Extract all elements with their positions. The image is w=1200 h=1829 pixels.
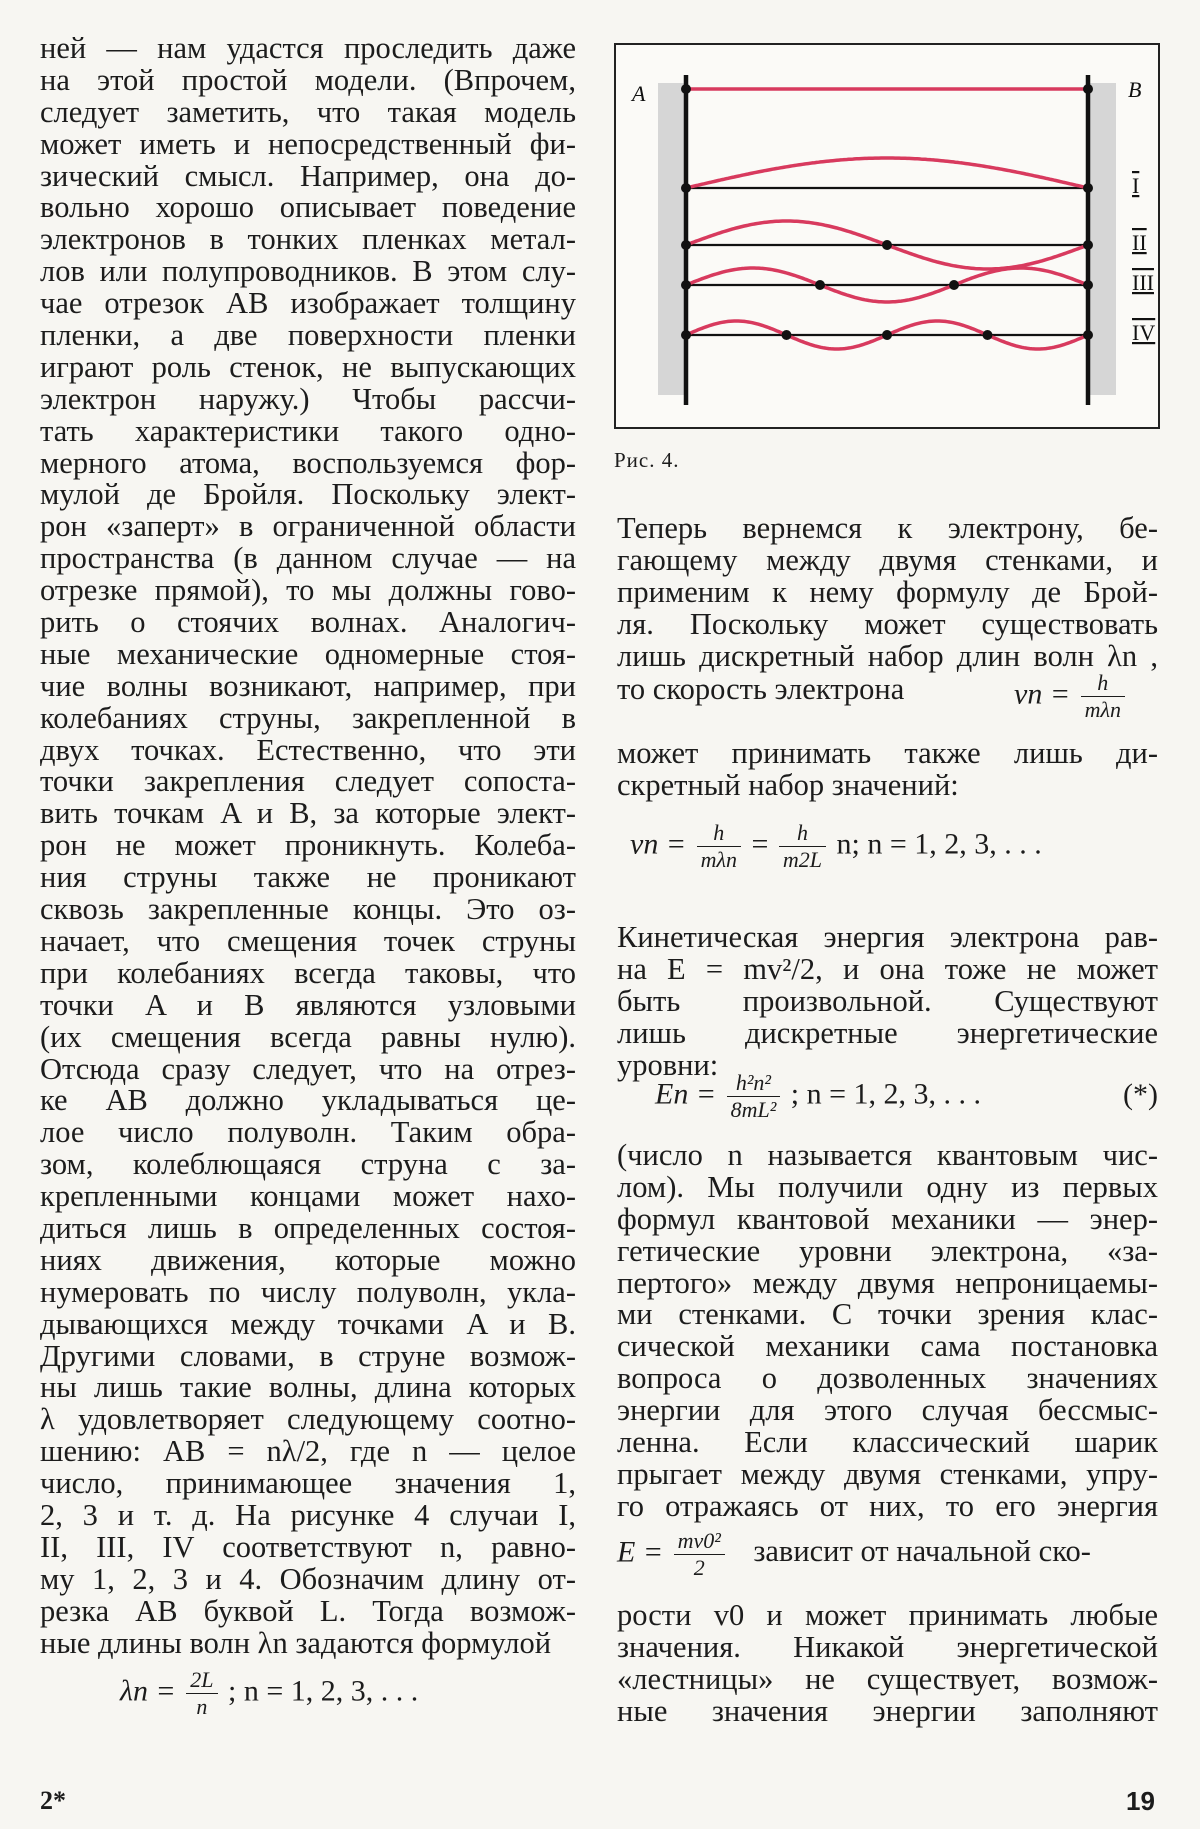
formula-energy-lhs: En = bbox=[655, 1077, 717, 1111]
node-mode-3 bbox=[949, 280, 959, 290]
node-mode-1 bbox=[681, 183, 691, 193]
text-line: зический смысл. Например, она до- bbox=[40, 158, 576, 193]
left-column-text bbox=[40, 33, 576, 1659]
formula-wavelength bbox=[120, 1667, 418, 1720]
wall-b bbox=[1090, 83, 1116, 395]
node-b bbox=[1083, 84, 1093, 94]
formula-wavelength-values: ; n = 1, 2, 3, . . . bbox=[228, 1674, 419, 1708]
speed-formula-numerator: h bbox=[1097, 670, 1109, 695]
text-line: энергии для этого случая бессмыс- bbox=[617, 1393, 1158, 1428]
node-mode-3 bbox=[815, 280, 825, 290]
text-line: ниях движения, которые можно bbox=[40, 1242, 576, 1277]
text-line: лом). Мы получили одну из первых bbox=[617, 1169, 1158, 1204]
right-paragraph-4 bbox=[617, 1140, 1158, 1523]
text-line: II, III, IV соответствуют n, равно- bbox=[40, 1529, 576, 1564]
text-line: колебаниях струны, закрепленной в bbox=[40, 700, 576, 735]
text-line: сквозь закрепленные концы. Это оз- bbox=[40, 892, 576, 927]
text-line: на этой простой модели. (Впрочем, bbox=[40, 62, 576, 97]
text-line: го отражаясь от них, то его энергия bbox=[617, 1488, 1158, 1523]
node-mode-3 bbox=[681, 280, 691, 290]
text-line: пленки, а две поверхности пленки bbox=[40, 318, 576, 353]
text-line: ные механические одномерные стоя- bbox=[40, 636, 576, 671]
text-line: зом, колеблющаяся струна с за- bbox=[40, 1147, 576, 1182]
node-mode-4 bbox=[882, 330, 892, 340]
text-line: двух точках. Естественно, что эти bbox=[40, 732, 576, 767]
text-line: скретный набор значений: bbox=[617, 767, 959, 802]
right-paragraph-5 bbox=[617, 1600, 1158, 1728]
mode-label-2: II bbox=[1132, 230, 1147, 255]
formula-velocity bbox=[630, 820, 1042, 873]
text-line: может иметь и непосредственный фи- bbox=[40, 126, 576, 161]
node-mode-4 bbox=[782, 330, 792, 340]
text-line: точки закрепления следует сопоста- bbox=[40, 764, 576, 799]
formula-velocity-lhs: vn = bbox=[630, 827, 687, 861]
node-mode-2 bbox=[1083, 240, 1093, 250]
formula-classical-denominator: 2 bbox=[674, 1554, 725, 1581]
text-line: отрезке прямой), то мы должны гово- bbox=[40, 573, 576, 608]
text-line: лишь дискретные энергетические bbox=[617, 1015, 1158, 1050]
text-line: может принимать также лишь ди- bbox=[617, 736, 1158, 770]
text-line: рон «заперт» в ограниченной области bbox=[40, 509, 576, 544]
text-line: (число n называется квантовым чис- bbox=[617, 1138, 1158, 1172]
text-line: гетические уровни электрона, «за- bbox=[617, 1233, 1158, 1268]
formula-classical-text: зависит от начальной ско- bbox=[753, 1534, 1091, 1569]
text-line: играют роль стенок, не выпускающих bbox=[40, 349, 576, 384]
text-line: рон не может проникнуть. Колеба- bbox=[40, 828, 576, 863]
text-line: чие волны возникают, например, при bbox=[40, 668, 576, 703]
text-line: ны лишь такие волны, длина которых bbox=[40, 1370, 576, 1405]
text-line: ния струны также не проникают bbox=[40, 860, 576, 895]
text-line: гающему между двумя стенками, и bbox=[617, 542, 1158, 577]
text-line: Теперь вернемся к электрону, бе- bbox=[617, 511, 1158, 545]
text-line: ные значения энергии заполняют bbox=[617, 1693, 1158, 1728]
node-a bbox=[681, 84, 691, 94]
text-line: электрон наружу.) Чтобы рассчи- bbox=[40, 381, 576, 416]
text-line: вольно хорошо описывает поведение bbox=[40, 190, 576, 225]
text-line: крепленными концами может нахо- bbox=[40, 1179, 576, 1214]
text-line: лов или полупроводников. В этом слу- bbox=[40, 254, 576, 289]
text-line: рости v0 и может принимать любые bbox=[617, 1598, 1158, 1632]
formula-velocity-numerator-2: h bbox=[796, 820, 808, 845]
node-mode-4 bbox=[1083, 330, 1093, 340]
text-line: шению: AB = nλ/2, где n — целое bbox=[40, 1434, 576, 1469]
text-line: 2, 3 и т. д. На рисунке 4 случаи I, bbox=[40, 1497, 576, 1532]
text-line: чае отрезок AB изображает толщину bbox=[40, 286, 576, 321]
formula-energy-numerator: h²n² bbox=[735, 1070, 772, 1095]
text-line: (их смещения всегда равны нулю). bbox=[40, 1019, 576, 1054]
text-line: Кинетическая энергия электрона рав- bbox=[617, 920, 1158, 954]
formula-energy-denominator: 8mL² bbox=[727, 1096, 781, 1123]
text-line: применим к нему формулу де Брой- bbox=[617, 574, 1158, 609]
formula-classical-energy bbox=[617, 1528, 1158, 1581]
formula-wavelength-denominator: n bbox=[186, 1693, 217, 1720]
formula-wavelength-numerator: 2L bbox=[190, 1667, 214, 1692]
speed-line-text: то скорость электрона bbox=[617, 672, 905, 706]
formula-classical-numerator: mv0² bbox=[677, 1528, 721, 1553]
signature-mark: 2* bbox=[40, 1786, 66, 1815]
text-line: ми стенками. С точки зрения клас- bbox=[617, 1297, 1158, 1332]
text-line: вопроса о дозволенных значениях bbox=[617, 1361, 1158, 1396]
node-mode-3 bbox=[1083, 280, 1093, 290]
right-paragraph-1 bbox=[617, 513, 1158, 672]
text-line: значения. Никакой энергетической bbox=[617, 1629, 1158, 1664]
wave-mode-1 bbox=[686, 158, 1088, 188]
text-line: диться лишь в определенных состоя- bbox=[40, 1210, 576, 1245]
text-line: рить о стоячих волнах. Аналогич- bbox=[40, 605, 576, 640]
text-line: пространства (в данном случае — на bbox=[40, 541, 576, 576]
mode-label-4: IV bbox=[1132, 320, 1156, 345]
text-line: ке AB должно укладываться це- bbox=[40, 1083, 576, 1118]
text-line: на E = mv²/2, и она тоже не может bbox=[617, 951, 1158, 986]
label-a: A bbox=[632, 81, 646, 106]
text-line: прыгает между двумя стенками, упру- bbox=[617, 1456, 1158, 1491]
formula-wavelength-lhs: λn = bbox=[120, 1674, 176, 1708]
text-line: Другими словами, в струне возмож- bbox=[40, 1338, 576, 1373]
text-line: лое число полуволн. Таким обра- bbox=[40, 1115, 576, 1150]
mode-label-1: I bbox=[1132, 173, 1140, 198]
node-mode-2 bbox=[882, 240, 892, 250]
formula-energy bbox=[655, 1070, 1158, 1123]
formula-velocity-denominator-1: mλn bbox=[697, 846, 741, 873]
text-line: быть произвольной. Существуют bbox=[617, 983, 1158, 1018]
mode-label-3: III bbox=[1132, 270, 1154, 295]
formula-velocity-denominator-2: m2L bbox=[779, 846, 826, 873]
text-line: нумеровать по числу полуволн, укла- bbox=[40, 1274, 576, 1309]
formula-velocity-numerator-1: h bbox=[713, 820, 725, 845]
text-line: при колебаниях всегда таковы, что bbox=[40, 955, 576, 990]
text-line: электронов в тонких пленках метал- bbox=[40, 222, 576, 257]
text-line: сической механики сама постановка bbox=[617, 1329, 1158, 1364]
formula-energy-values: ; n = 1, 2, 3, . . . bbox=[790, 1077, 982, 1111]
text-line: Отсюда сразу следует, что на отрез- bbox=[40, 1051, 576, 1086]
text-line: следует заметить, что такая модель bbox=[40, 94, 576, 129]
wall-a bbox=[658, 83, 684, 395]
formula-velocity-equals: = bbox=[751, 827, 769, 861]
node-mode-2 bbox=[681, 240, 691, 250]
text-line: му 1, 2, 3 и 4. Обозначим длину от- bbox=[40, 1561, 576, 1596]
text-line: мерного атома, воспользуемся фор- bbox=[40, 445, 576, 480]
text-line: уровни: bbox=[617, 1047, 719, 1082]
formula-classical-lhs: E = bbox=[617, 1535, 664, 1569]
text-line: «лестницы» не существует, возмож- bbox=[617, 1661, 1158, 1696]
formula-energy-tag: (*) bbox=[1123, 1078, 1158, 1111]
text-line: мулой де Бройля. Поскольку элект- bbox=[40, 477, 576, 512]
figure-caption: Рис. 4. bbox=[614, 448, 680, 472]
speed-line bbox=[617, 670, 1158, 722]
text-line: ней — нам удастся проследить даже bbox=[40, 31, 576, 65]
figure-drawing bbox=[616, 45, 1158, 427]
figure-standing-waves bbox=[614, 43, 1160, 429]
text-line: ля. Поскольку может существовать bbox=[617, 606, 1158, 641]
node-mode-4 bbox=[983, 330, 993, 340]
formula-velocity-values: n; n = 1, 2, 3, . . . bbox=[836, 827, 1042, 861]
node-mode-1 bbox=[1083, 183, 1093, 193]
text-line: λ удовлетворяет следующему соотно- bbox=[40, 1402, 576, 1437]
text-line: точки A и B являются узловыми bbox=[40, 987, 576, 1022]
text-line: формул квантовой механики — энер- bbox=[617, 1201, 1158, 1236]
right-paragraph-3 bbox=[617, 922, 1158, 1081]
text-line: вить точкам A и B, за которые элект- bbox=[40, 796, 576, 831]
speed-formula-lhs: vn = bbox=[1014, 677, 1071, 711]
text-line: начает, что смещения точек струны bbox=[40, 923, 576, 958]
text-line: тать характеристики такого одно- bbox=[40, 413, 576, 448]
speed-formula-denominator: mλn bbox=[1081, 696, 1125, 723]
label-b: B bbox=[1128, 77, 1142, 102]
text-line: пертого» между двумя непроницаемы- bbox=[617, 1265, 1158, 1300]
node-mode-4 bbox=[681, 330, 691, 340]
text-line: ленна. Если классический шарик bbox=[617, 1425, 1158, 1460]
text-line: дывающихся между точками A и B. bbox=[40, 1306, 576, 1341]
right-paragraph-2 bbox=[617, 738, 1158, 802]
text-line: число, принимающее значения 1, bbox=[40, 1466, 576, 1501]
text-line: резка AB буквой L. Тогда возмож- bbox=[40, 1593, 576, 1628]
text-line: ные длины волн λn задаются формулой bbox=[40, 1625, 552, 1660]
text-line: лишь дискретный набор длин волн λn , bbox=[617, 638, 1158, 673]
page-number: 19 bbox=[1126, 1786, 1155, 1816]
